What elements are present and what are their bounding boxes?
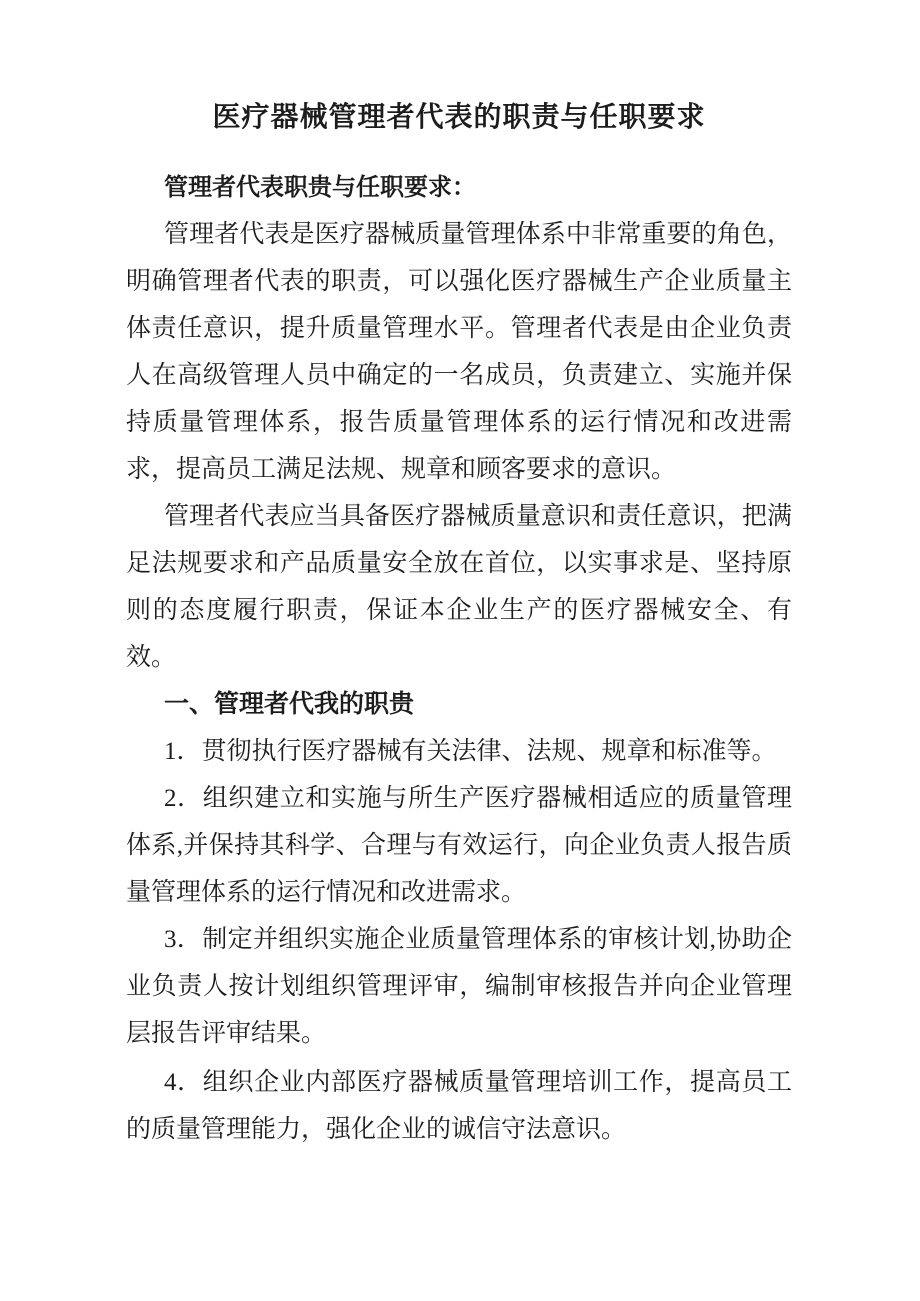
paragraph-intro: 管理者代表是医疗器械质量管理体系中非常重要的角色，明确管理者代表的职责，可以强化医疗器械生产企业质量主体责任意识，提升质量管理水平。管理者代表是由企业负责人在高级管理人员中确定的一名成员，负责建立、实施并保持质量管理体系，报告质量管理体系的运行情况和改进需求，提高员工满足法规、规章和顾客要求的意识。 bbox=[126, 221, 792, 483]
list-item-4: 4．组织企业内部医疗器械质量管理培训工作，提高员工的质量管理能力，强化企业的诚信守法意识。 bbox=[126, 1069, 792, 1143]
list-item-2: 2．组织建立和实施与所生产医疗器械相适应的质量管理体系,并保持其科学、合理与有效运行，向企业负责人报告质量管理体系的运行情况和改进需求。 bbox=[126, 785, 792, 906]
document-title: 医疗器械管理者代表的职责与任职要求 bbox=[212, 102, 706, 133]
list-item-1: 1．贯彻执行医疗器械有关法律、法规、规章和标准等。 bbox=[164, 738, 777, 765]
document-subheading: 管理者代表职贵与任职要求： bbox=[164, 174, 476, 201]
list-item-3: 3．制定并组织实施企业质量管理体系的审核计划,协助企业负责人按计划组织管理评审，编制审核报告并向企业管理层报告评审结果。 bbox=[126, 926, 792, 1047]
paragraph-requirements: 管理者代表应当具备医疗器械质量意识和责任意识，把满足法规要求和产品质量安全放在首位，以实事求是、坚持原则的态度履行职责，保证本企业生产的医疗器械安全、有效。 bbox=[126, 503, 792, 671]
section-heading-duties: 一、管理者代我的职贵 bbox=[164, 690, 415, 718]
